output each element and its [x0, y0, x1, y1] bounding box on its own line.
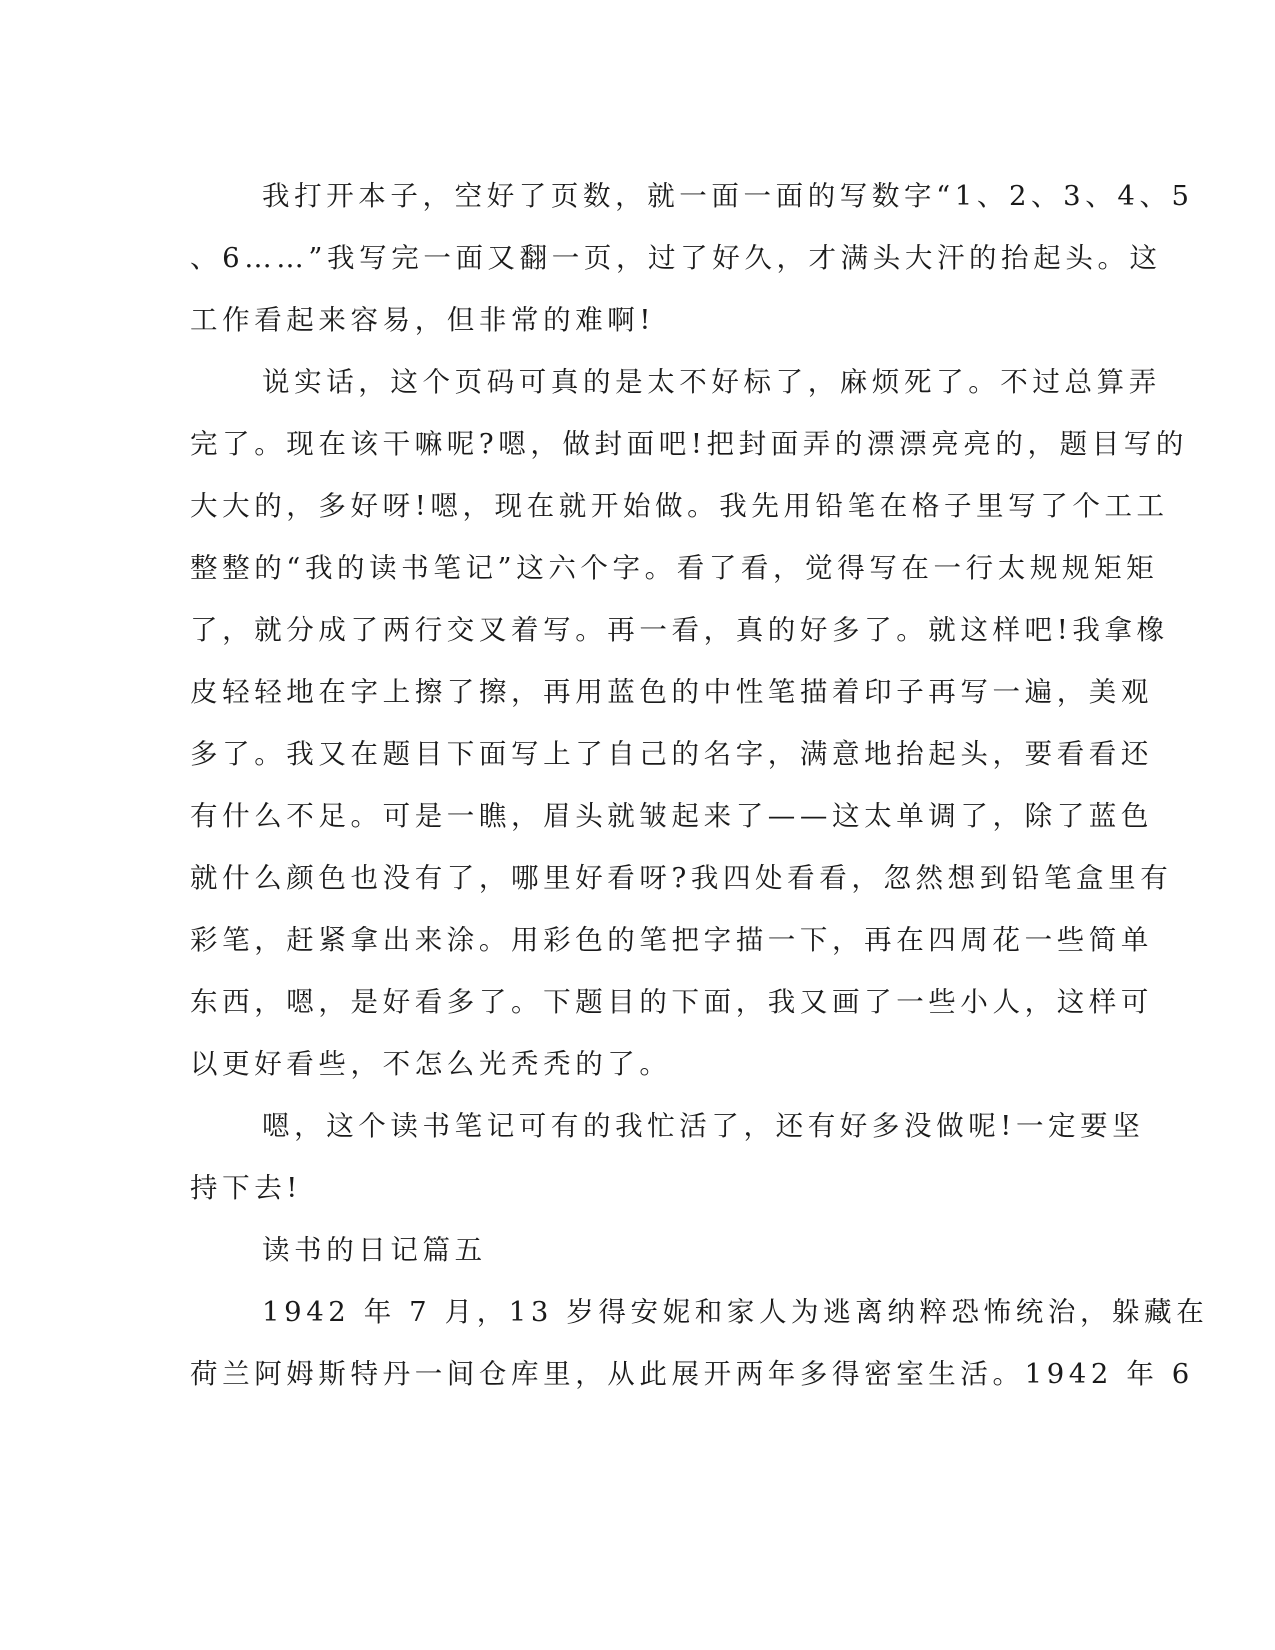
text-line: 有什么不足。可是一瞧，眉头就皱起来了——这太单调了，除了蓝色	[190, 800, 1153, 832]
text-line: 、6……”我写完一面又翻一页，过了好久，才满头大汗的抬起头。这	[190, 242, 1162, 274]
text-line: 荷兰阿姆斯特丹一间仓库里，从此展开两年多得密室生活。1942 年 6	[190, 1358, 1194, 1390]
text-line: 我打开本子，空好了页数，就一面一面的写数字“1、2、3、4、5	[262, 180, 1194, 212]
text-line: 1942 年 7 月，13 岁得安妮和家人为逃离纳粹恐怖统治，躲藏在	[262, 1296, 1209, 1328]
text-line: 整整的“我的读书笔记”这六个字。看了看，觉得写在一行太规规矩矩	[190, 552, 1159, 584]
heading-text: 读书的日记篇五	[262, 1234, 487, 1266]
text-line: 多了。我又在题目下面写上了自己的名字，满意地抬起头，要看看还	[190, 738, 1153, 770]
text-line: 了，就分成了两行交叉着写。再一看，真的好多了。就这样吧!我拿橡	[190, 614, 1169, 646]
text-line: 嗯，这个读书笔记可有的我忙活了，还有好多没做呢!一定要坚	[262, 1110, 1145, 1142]
text-line: 就什么颜色也没有了，哪里好看呀?我四处看看，忽然想到铅笔盒里有	[190, 862, 1173, 894]
body-text	[190, 165, 1209, 1405]
section-heading	[190, 1219, 1090, 1281]
paragraph	[190, 1281, 1209, 1405]
text-line: 皮轻轻地在字上擦了擦，再用蓝色的中性笔描着印子再写一遍，美观	[190, 676, 1153, 708]
text-line: 持下去!	[190, 1172, 302, 1204]
text-line: 大大的，多好呀!嗯，现在就开始做。我先用铅笔在格子里写了个工工	[190, 490, 1169, 522]
text-line: 说实话，这个页码可真的是太不好标了，麻烦死了。不过总算弄	[262, 366, 1161, 398]
paragraph	[190, 1095, 1145, 1219]
text-line: 彩笔，赶紧拿出来涂。用彩色的笔把字描一下，再在四周花一些简单	[190, 924, 1153, 956]
paragraph	[190, 351, 1188, 1095]
text-line: 以更好看些，不怎么光秃秃的了。	[190, 1048, 672, 1080]
paragraph	[190, 165, 1194, 351]
text-line: 工作看起来容易，但非常的难啊!	[190, 304, 656, 336]
text-line: 完了。现在该干嘛呢?嗯，做封面吧!把封面弄的漂漂亮亮的，题目写的	[190, 428, 1188, 460]
text-line: 东西，嗯，是好看多了。下题目的下面，我又画了一些小人，这样可	[190, 986, 1153, 1018]
